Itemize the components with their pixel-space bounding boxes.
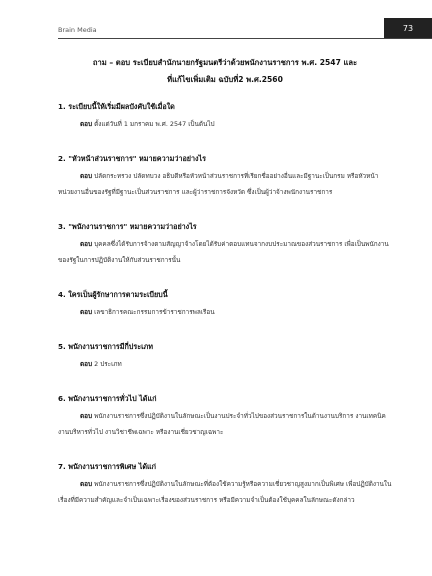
- question: 2. "หัวหน้าส่วนราชการ" หมายความว่าอย่างไร: [58, 154, 207, 163]
- qa-section: [58, 288, 394, 320]
- qa-section: [58, 100, 394, 132]
- answer-label: ตอบ: [80, 172, 93, 180]
- answer-text: พนักงานราชการซึ่งปฏิบัติงานในลักษณะที่ต้องใช้ความรู้หรือความเชี่ยวชาญสูงมากเป็นพิเศษ เพื่อปฏิบัติงานในเรื่องที่มีความสำคัญและจำเป็นเฉพาะเรื่องของส่วนราชการ หรือมีความจำเป็นต้องใช้บุคคลในลักษณะดังกล่าว: [58, 480, 392, 504]
- question: 3. "พนักงานราชการ" หมายความว่าอย่างไร: [58, 222, 197, 231]
- answer-text: 2 ประเภท: [94, 360, 122, 368]
- answer-text: ปลัดกระทรวง ปลัดทบวง อธิบดีหรือหัวหน้าส่วนราชการที่เรียกชื่ออย่างอื่นและมีฐานะเป็นกรม หรือหัวหน้าหน่วยงานอื่นของรัฐที่มีฐานะเป็นส่วนราชการ และผู้ว่าราชการจังหวัด ซึ่งเป็นผู้ว่าจ้างพนักงานราชการ: [58, 172, 379, 196]
- question: 7. พนักงานราชการพิเศษ ได้แก่: [58, 462, 156, 471]
- page-number-badge: 73: [384, 18, 432, 38]
- answer-label: ตอบ: [80, 480, 93, 488]
- answer: [58, 476, 394, 508]
- answer-label: ตอบ: [80, 360, 93, 368]
- answer-text: บุคคลซึ่งได้รับการจ้างตามสัญญาจ้างโดยได้รับค่าตอบแทนจากงบประมาณของส่วนราชการ เพื่อเป็นพนักงานของรัฐในการปฏิบัติงานให้กับส่วนราชการนั้น: [58, 240, 389, 264]
- qa-section: [58, 152, 394, 200]
- qa-section: [58, 392, 394, 440]
- question: 5. พนักงานราชการมีกี่ประเภท: [58, 342, 154, 351]
- answer-label: ตอบ: [80, 308, 93, 316]
- document-title: [58, 54, 392, 88]
- answer-text: เลขาธิการคณะกรรมการข้าราชการพลเรือน: [94, 308, 215, 316]
- title-line-2: ที่แก้ไขเพิ่มเติม ฉบับที่2 พ.ศ.2560: [167, 75, 283, 84]
- answer: [58, 356, 394, 372]
- page-header-text: Brain Media: [58, 26, 97, 34]
- title-line-1: ถาม – ตอบ ระเบียบสำนักนายกรัฐมนตรีว่าด้วยพนักงานราชการ พ.ศ. 2547 และ: [92, 58, 358, 67]
- answer-label: ตอบ: [80, 120, 93, 128]
- answer-label: ตอบ: [80, 240, 93, 248]
- question: 4. ใครเป็นผู้รักษาการตามระเบียบนี้: [58, 290, 168, 299]
- header-divider: [58, 38, 432, 39]
- qa-section: [58, 340, 394, 372]
- answer-label: ตอบ: [80, 412, 93, 420]
- qa-content: [58, 100, 394, 528]
- answer: [58, 116, 394, 132]
- answer: [58, 168, 394, 200]
- question: 6. พนักงานราชการทั่วไป ได้แก่: [58, 394, 157, 403]
- question: 1. ระเบียบนี้ให้เริ่มมีผลบังคับใช้เมื่อใด: [58, 102, 175, 111]
- answer-text: พนักงานราชการซึ่งปฏิบัติงานในลักษณะเป็นงานประจำทั่วไปของส่วนราชการในด้านงานบริการ งานเทคนิค งานบริหารทั่วไป งานวิชาชีพเฉพาะ หรืองานเชี่ยวชาญเฉพาะ: [58, 412, 386, 436]
- qa-section: [58, 220, 394, 268]
- answer: [58, 408, 394, 440]
- answer-text: ตั้งแต่วันที่ 1 มกราคม พ.ศ. 2547 เป็นต้นไป: [94, 120, 215, 128]
- qa-section: [58, 460, 394, 508]
- answer: [58, 304, 394, 320]
- answer: [58, 236, 394, 268]
